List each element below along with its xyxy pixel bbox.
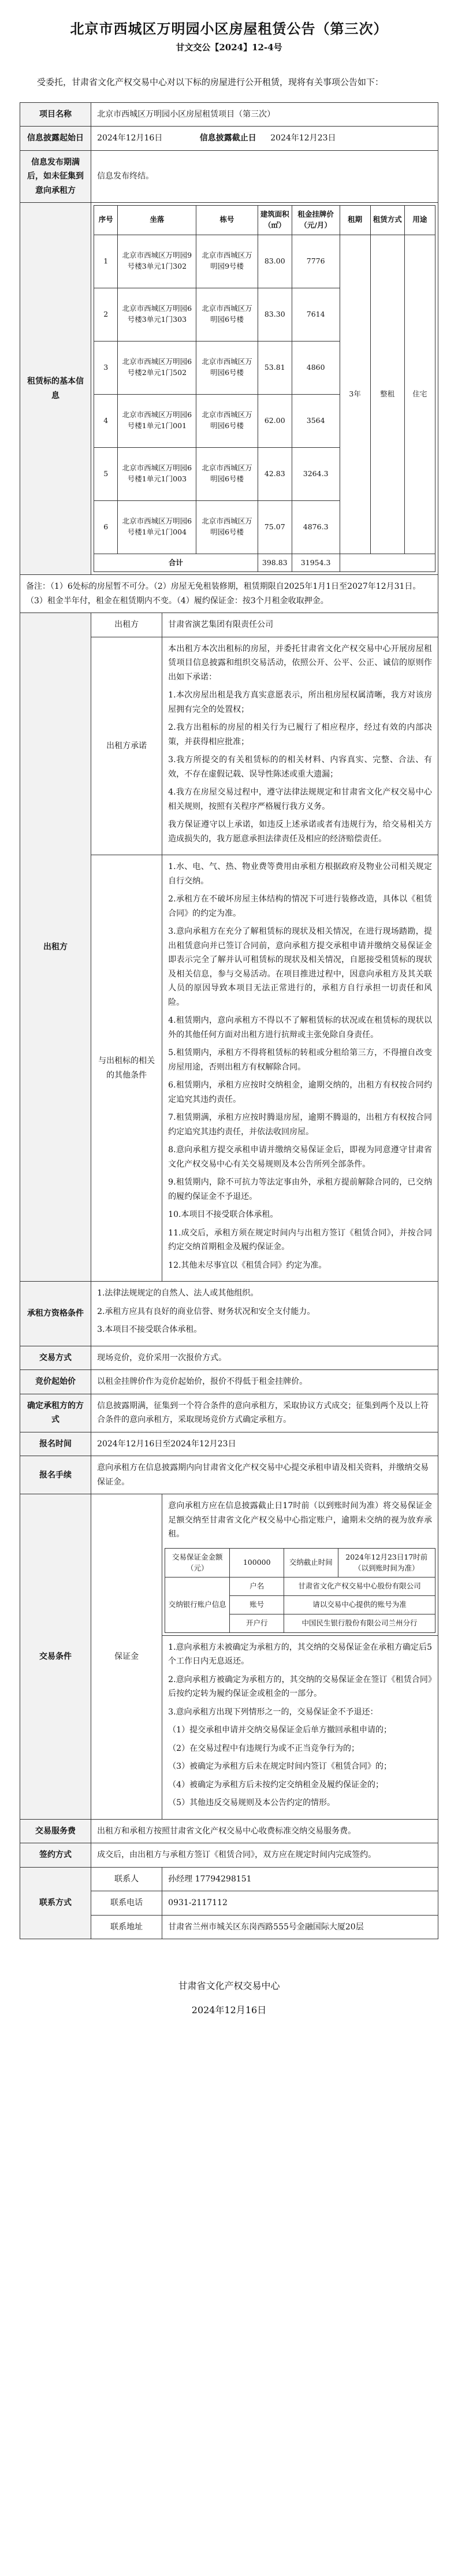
property-no: 6: [94, 500, 118, 554]
commitment-paragraph: 3.我方所提交的有关租赁标的的相关材料、内容真实、完整、合法、有效，不存在虚假记载、误导性陈述或重大遗漏；: [168, 755, 432, 779]
commitment-paragraph: 4.我方在房屋交易过程中，遵守法律法规规定和甘肃省文化产权交易中心相关规则，按照有关程序严格履行我方义务。: [168, 788, 432, 811]
table-row: [20, 613, 438, 637]
header-area: 建筑面积（㎡）: [258, 206, 292, 235]
disclosure-start-label: 信息披露起始日: [20, 127, 91, 151]
issuing-organization: 甘肃省文化产权交易中心: [178, 1980, 280, 1991]
deposit-table: [165, 1548, 435, 1633]
condition-paragraph: 2.承租方在不破坏房屋主体结构的情况下可进行装修改造，具体以《租赁合同》的约定为准。: [168, 894, 432, 918]
disclosure-start: 2024年12月16日: [97, 133, 163, 143]
deposit-rule: 2.意向承租方被确定为承租方的，其交纳的交易保证金在签订《租赁合同》后按约定转为履约保证金或租金的一部分。: [168, 1675, 432, 1698]
condition-paragraph: 6.租赁期内，承租方应按时交纳租金，逾期交纳的，出租方有权按合同约定追究其违约责任。: [168, 1081, 432, 1104]
property-location: 北京市西城区万明园6号楼3单元1门303: [118, 288, 196, 341]
service-fee-label: 交易服务费: [20, 1819, 91, 1843]
project-name: 北京市西城区万明园小区房屋租赁项目（第三次）: [91, 102, 438, 127]
commitment-paragraph: 我方保证遵守以上承诺，如违反上述承诺或者有违规行为，给交易相关方造成损失的，我方愿意承担法律责任及相应的经济赔偿责任。: [168, 820, 432, 844]
table-row: [20, 102, 438, 127]
winner-method-label: 确定承租方的方式: [20, 1394, 91, 1432]
property-rent: 3264.3: [292, 447, 340, 500]
condition-paragraph: 11.成交后，承租方须在规定时间内与出租方签订《租赁合同》，并按合同约定交纳首期租金及履约保证金。: [168, 1228, 432, 1252]
deposit-rule: （4）被确定为承租方后未按约定交纳租金及履约保证金的；: [168, 1780, 384, 1790]
condition-paragraph: 5.租赁期内，承租方不得将租赁标的转租或分租给第三方，不得擅自改变房屋用途，否则出租方有权解除合同。: [168, 1048, 432, 1072]
apply-method-label: 报名手续: [20, 1456, 91, 1494]
header-method: 租赁方式: [370, 206, 404, 235]
price-method-label: 竞价起始价: [20, 1370, 91, 1394]
property-building: 北京市西城区万明园6号楼: [196, 447, 258, 500]
sign-method: 成交后，由出租方与承租方签订《租赁合同》，双方应在规定时间内完成签约。: [91, 1843, 438, 1868]
contact-phone: 0931-2117112: [162, 1891, 438, 1916]
disclosure-dates-cell: [91, 127, 438, 151]
header-building: 栋号: [196, 206, 258, 235]
table-row: [20, 203, 438, 575]
table-row: [20, 1394, 438, 1432]
property-total-row: [94, 554, 435, 572]
property-area: 42.83: [258, 447, 292, 500]
deposit-account-label: 交纳银行账户信息: [165, 1577, 230, 1632]
price-method: 以租金挂牌价作为竞价起始价，报价不得低于租金挂牌价。: [91, 1370, 438, 1394]
header-term: 租期: [340, 206, 370, 235]
deposit-amount: 100000: [230, 1548, 284, 1577]
condition-paragraph: 7.租赁期满，承租方应按时腾退房屋，逾期不腾退的，出租方有权按合同约定追究其违约责任，并依法收回房屋。: [168, 1113, 432, 1137]
contact-person: 孙经理 17794298151: [162, 1867, 438, 1891]
announcement-table: [20, 102, 438, 1940]
deposit-rule: （5）其他违反交易规则及本公告约定的情形。: [168, 1798, 336, 1807]
property-rent: 7614: [292, 288, 340, 341]
other-conditions-cell: [162, 855, 438, 1282]
account-name: 甘肃省文化产权交易中心股份有限公司: [284, 1577, 435, 1596]
property-area: 83.30: [258, 288, 292, 341]
deposit-label: 保证金: [91, 1494, 162, 1819]
property-location: 北京市西城区万明园9号楼3单元1门302: [118, 235, 196, 288]
condition-paragraph: 8.意向承租方提交承租申请并缴纳交易保证金后，即视为同意遵守甘肃省文化产权交易中心有关交易规则及本公告所列全部条件。: [168, 1145, 432, 1169]
condition-paragraph: 10.本项目不接受联合体承租。: [168, 1210, 278, 1220]
property-no: 5: [94, 447, 118, 500]
property-rent: 7776: [292, 235, 340, 288]
property-area: 53.81: [258, 341, 292, 394]
property-no: 2: [94, 288, 118, 341]
property-no: 4: [94, 394, 118, 447]
property-rent: 3564: [292, 394, 340, 447]
lessee-condition: 1.法律法规规定的自然人、法人或其他组织。: [97, 1289, 259, 1298]
winner-method: 信息披露期满，征集到一个符合条件的意向承租方，采取协议方式成交；征集到两个及以上符合条件的意向承租方，采取现场竞价方式确定承租方。: [91, 1394, 438, 1432]
commitment-paragraph: 本出租方本次出租标的房屋，并委托甘肃省文化产权交易中心开展房屋租赁项目信息披露和组织交易活动，依照公开、公平、公正、诚信的原则作出如下承诺：: [168, 644, 432, 682]
apply-method: 意向承租方在信息披露期内向甘肃省文化产权交易中心提交承租申请及相关资料，并缴纳交易保证金。: [91, 1456, 438, 1494]
property-usage: 住宅: [404, 235, 435, 554]
property-method: 整租: [370, 235, 404, 554]
lessee-conditions-cell: [91, 1282, 438, 1346]
apply-time: 2024年12月16日至2024年12月23日: [91, 1432, 438, 1456]
document-number: 甘文交公【2024】12-4号: [176, 42, 282, 53]
table-row: [20, 1456, 438, 1494]
property-info-label: 租赁标的基本信息: [20, 203, 91, 575]
lessor-commitment-cell: [162, 637, 438, 855]
commitment-paragraph: 2.我方出租标的房屋的相关行为已履行了相应程序，经过有效的内部决策，并获得相应批准；: [168, 723, 432, 747]
property-building: 北京市西城区万明园6号楼: [196, 394, 258, 447]
account-no: 请以交易中心提供的账号为准: [284, 1596, 435, 1614]
table-row: [20, 150, 438, 203]
lessee-condition: 2.承租方应具有良好的商业信誉、财务状况和安全支付能力。: [97, 1306, 315, 1316]
condition-paragraph: 1.水、电、气、热、物业费等费用由承租方根据政府及物业公司相关规定自行交纳。: [168, 862, 432, 886]
deposit-details-cell: [162, 1494, 438, 1635]
property-location: 北京市西城区万明园6号楼1单元1门004: [118, 500, 196, 554]
issue-date: 2024年12月16日: [191, 2004, 267, 2015]
account-no-label: 账号: [230, 1596, 284, 1614]
property-table-cell: [91, 203, 438, 575]
project-name-label: 项目名称: [20, 102, 91, 127]
bank-label: 开户行: [230, 1614, 284, 1632]
intro-paragraph: 受委托，甘肃省文化产权交易中心对以下标的房屋进行公开租赁，现将有关事项公告如下：: [37, 77, 384, 87]
property-area: 62.00: [258, 394, 292, 447]
condition-paragraph: 12.其他未尽事宜以《租赁合同》约定为准。: [168, 1260, 327, 1270]
commitment-paragraph: 1.本次房屋出租是我方真实意愿表示，所出租房屋权属清晰，我方对该房屋拥有完全的处置权；: [168, 691, 432, 714]
table-row: [20, 1346, 438, 1370]
property-building: 北京市西城区万明园6号楼: [196, 288, 258, 341]
header-no: 序号: [94, 206, 118, 235]
header-location: 坐落: [118, 206, 196, 235]
extension-label: 信息发布期满后，如未征集到意向承租方: [20, 150, 91, 203]
property-area: 83.00: [258, 235, 292, 288]
property-location: 北京市西城区万明园6号楼1单元1门001: [118, 394, 196, 447]
property-location: 北京市西城区万明园6号楼1单元1门003: [118, 447, 196, 500]
table-row: [20, 575, 438, 613]
property-table: [94, 205, 435, 572]
property-header-row: [94, 206, 435, 235]
property-note: 备注：（1）6处标的房屋暂不可分。（2）房屋无免租装修期，租赁期限自2025年1月1日至2027年12月31日。（3）租金半年付，租金在租赁期内不变。（4）履约保证金：按3个月租金收取押金。: [20, 575, 438, 613]
deposit-account-name-row: [165, 1577, 435, 1596]
deposit-rule: （1）提交承租申请并交纳交易保证金后单方撤回承租申请的；: [168, 1725, 392, 1735]
other-conditions-label: 与出租标的相关的其他条件: [91, 855, 162, 1282]
deposit-rule: 3.意向承租方出现下列情形之一的，交易保证金不予退还：: [168, 1707, 378, 1717]
table-row: [20, 127, 438, 151]
lessor-name: 甘肃省演艺集团有限责任公司: [162, 613, 438, 637]
deposit-rule: （2）在交易过程中有违规行为或不正当竞争行为的；: [168, 1743, 360, 1753]
table-row: [20, 1370, 438, 1394]
table-row: [20, 1867, 438, 1891]
total-empty: [340, 554, 435, 572]
lessor-name-label: 出租方: [91, 613, 162, 637]
table-row: [20, 1432, 438, 1456]
trade-conditions-label: 交易条件: [20, 1494, 91, 1819]
property-term: 3年: [340, 235, 370, 554]
lessor-commitment-label: 出租方承诺: [91, 637, 162, 855]
property-building: 北京市西城区万明园6号楼: [196, 341, 258, 394]
disclosure-end-label: 信息披露截止日: [199, 133, 256, 143]
contact-section-label: 联系方式: [20, 1867, 91, 1939]
contact-phone-label: 联系电话: [91, 1891, 162, 1916]
extension-text: 信息发布终结。: [91, 150, 438, 203]
lessee-condition: 3.本项目不接受联合体承租。: [97, 1325, 202, 1335]
deposit-rules-cell: [162, 1635, 438, 1819]
property-rent: 4876.3: [292, 500, 340, 554]
deposit-deadline: 2024年12月23日17时前（以到账时间为准）: [338, 1548, 435, 1577]
table-row: [20, 1282, 438, 1346]
property-location: 北京市西城区万明园6号楼2单元1门502: [118, 341, 196, 394]
property-building: 北京市西城区万明园9号楼: [196, 235, 258, 288]
deposit-deadline-label: 交纳截止时间: [284, 1548, 338, 1577]
condition-paragraph: 3.意向承租方在充分了解租赁标的现状及相关情况，在进行现场踏勘，提出租赁意向并已签订合同前，意向承租方提交承租申请并缴纳交易保证金即表示完全了解并认可租赁标的现状及相关情况，自愿接受租赁标的现状及相关信息，参与交易活动。在项目推进过程中，因意向承租方及其关联人员的原因导致本项目无法正常进行的，承租方自行承担一切责任和风险。: [168, 927, 432, 1007]
condition-paragraph: 4.租赁期内，意向承租方不得以不了解租赁标的状况或在租赁标的现状以外的其他任何方面对出租方进行抗辩或主张免除自身责任。: [168, 1016, 432, 1040]
sign-method-label: 签约方式: [20, 1843, 91, 1868]
account-name-label: 户名: [230, 1577, 284, 1596]
deposit-amount-row: [165, 1548, 435, 1577]
table-row: [20, 1494, 438, 1635]
total-label: 合计: [94, 554, 258, 572]
deposit-amount-label: 交易保证金金额（元）: [165, 1548, 230, 1577]
table-row: [20, 1819, 438, 1843]
contact-person-label: 联系人: [91, 1867, 162, 1891]
property-area: 75.07: [258, 500, 292, 554]
deposit-note: 意向承租方应在信息披露截止日17时前（以到账时间为准）将交易保证金足额交纳至甘肃省文化产权交易中心指定账户，逾期未交纳的视为放弃承租。: [168, 1501, 432, 1539]
disclosure-end: 2024年12月23日: [270, 133, 336, 143]
total-area: 398.83: [258, 554, 292, 572]
property-rent: 4860: [292, 341, 340, 394]
total-rent: 31954.3: [292, 554, 340, 572]
property-no: 3: [94, 341, 118, 394]
lessee-section-label: 承租方资格条件: [20, 1282, 91, 1346]
lessor-section-label: 出租方: [20, 613, 91, 1282]
service-fee: 出租方和承租方按照甘肃省文化产权交易中心收费标准交纳交易服务费。: [91, 1819, 438, 1843]
signature-block: [20, 1974, 438, 2022]
contact-address: 甘肃省兰州市城关区东岗西路555号金融国际大厦20层: [162, 1915, 438, 1939]
condition-paragraph: 9.租赁期内，除不可抗力等法定事由外，承租方提前解除合同的，已交纳的履约保证金不予退还。: [168, 1178, 432, 1201]
bank-name: 中国民生银行股份有限公司兰州分行: [284, 1614, 435, 1632]
apply-time-label: 报名时间: [20, 1432, 91, 1456]
deposit-rule: 1.意向承租方未被确定为承租方的，其交纳的交易保证金在承租方确定后5个工作日内无息返还。: [168, 1642, 432, 1666]
property-building: 北京市西城区万明园6号楼: [196, 500, 258, 554]
table-row: [20, 1843, 438, 1868]
property-row: [94, 235, 435, 288]
rent-method: 现场竞价，竞价采用一次报价方式。: [91, 1346, 438, 1370]
page-title: 北京市西城区万明园小区房屋租赁公告（第三次）: [70, 20, 388, 37]
header-usage: 用途: [404, 206, 435, 235]
property-no: 1: [94, 235, 118, 288]
deposit-rule: （3）被确定为承租方后未在规定时间内签订《租赁合同》的；: [168, 1762, 392, 1771]
rent-method-label: 交易方式: [20, 1346, 91, 1370]
header-rent: 租金挂牌价（元/月）: [292, 206, 340, 235]
contact-address-label: 联系地址: [91, 1915, 162, 1939]
